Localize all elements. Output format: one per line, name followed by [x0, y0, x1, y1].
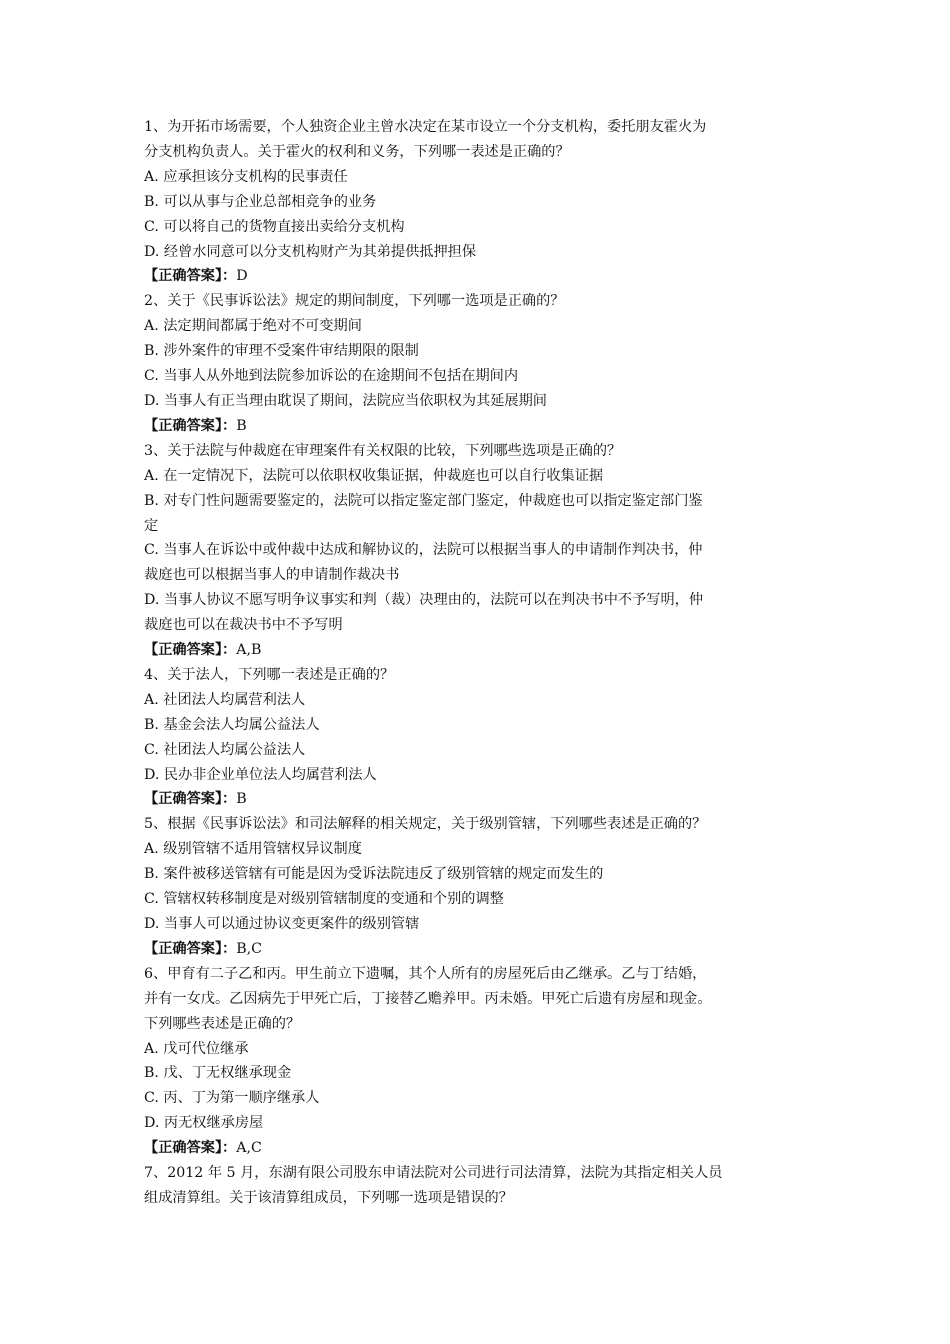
answer-label: 【正确答案】：	[144, 417, 237, 434]
answer-value: A,C	[236, 1140, 262, 1157]
question-5-option-c: C. 管辖权转移制度是对级别管辖制度的变通和个别的调整	[144, 891, 504, 908]
question-6-option-d: D. 丙无权继承房屋	[144, 1115, 264, 1132]
question-4-option-b: B. 基金会法人均属公益法人	[144, 716, 320, 733]
answer-label: 【正确答案】：	[144, 1140, 237, 1157]
question-1-stem-line: 1、为开拓市场需要，个人独资企业主曾水决定在某市设立一个分支机构，委托朋友霍火为	[144, 119, 707, 135]
question-3-option-d: D. 当事人协议不愿写明争议事实和判（裁）决理由的，法院可以在判决书中不予写明，仲	[144, 592, 704, 609]
question-4-stem-line: 4、关于法人，下列哪一表述是正确的？	[144, 666, 395, 683]
question-5-answer	[144, 937, 812, 962]
question-2-stem-line: 2、关于《民事诉讼法》规定的期间制度，下列哪一选项是正确的？	[144, 293, 565, 310]
answer-label: 【正确答案】：	[144, 268, 237, 285]
answer-value: B,C	[236, 940, 263, 957]
question-5-option-b: B. 案件被移送管辖有可能是因为受诉法院违反了级别管辖的规定而发生的	[144, 866, 604, 883]
question-3-option-a: A. 在一定情况下，法院可以依职权收集证据，仲裁庭也可以自行收集证据	[144, 467, 604, 484]
question-7-stem-line: 7、2012 年 5 月，东湖有限公司股东申请法院对公司进行司法清算，法院为其指定相关人员	[144, 1165, 723, 1182]
question-6-stem-line: 并有一女戊。乙因病先于甲死亡后，丁接替乙赡养甲。丙未婚。甲死亡后遗有房屋和现金。	[144, 990, 712, 1007]
question-1-answer	[144, 264, 812, 289]
question-6-option-a: A. 戊可代位继承	[144, 1040, 249, 1057]
question-4-option-c: C. 社团法人均属公益法人	[144, 741, 306, 758]
question-6-option-b: B. 戊、丁无权继承现金	[144, 1065, 292, 1082]
answer-value: A,B	[236, 642, 262, 659]
question-1-option-b: B. 可以从事与企业总部相竞争的业务	[144, 193, 377, 210]
question-3-stem-line: 3、关于法院与仲裁庭在审理案件有关权限的比较，下列哪些选项是正确的？	[144, 442, 622, 459]
question-3-option-c: C. 当事人在诉讼中或仲裁中达成和解协议的，法院可以根据当事人的申请制作判决书，仲	[144, 542, 703, 559]
question-5-stem-line: 5、根据《民事诉讼法》和司法解释的相关规定，关于级别管辖，下列哪些表述是正确的？	[144, 816, 707, 833]
question-1-option-d: D. 经曾水同意可以分支机构财产为其弟提供抵押担保	[144, 243, 477, 260]
question-4-option-a: A. 社团法人均属营利法人	[144, 691, 306, 708]
answer-value: B	[236, 791, 247, 808]
question-3-option-c: 裁庭也可以根据当事人的申请制作裁决书	[144, 567, 400, 584]
question-1-option-c: C. 可以将自己的货物直接出卖给分支机构	[144, 218, 405, 235]
question-1-option-a: A. 应承担该分支机构的民事责任	[144, 168, 348, 185]
question-3-option-d: 裁庭也可以在裁决书中不予写明	[144, 617, 343, 634]
question-6-answer	[144, 1136, 812, 1161]
answer-label: 【正确答案】：	[144, 642, 237, 659]
answer-value: B	[236, 417, 247, 434]
question-3-option-b: B. 对专门性问题需要鉴定的，法院可以指定鉴定部门鉴定，仲裁庭也可以指定鉴定部门鉴	[144, 492, 703, 509]
question-6-stem-line: 下列哪些表述是正确的？	[144, 1015, 301, 1032]
answer-label: 【正确答案】：	[144, 940, 237, 957]
answer-value: D	[236, 268, 248, 285]
question-5-option-a: A. 级别管辖不适用管辖权异议制度	[144, 841, 362, 858]
question-6-option-c: C. 丙、丁为第一顺序继承人	[144, 1090, 320, 1107]
question-3-answer	[144, 638, 812, 663]
question-2-option-b: B. 涉外案件的审理不受案件审结期限的限制	[144, 343, 419, 360]
question-2-answer	[144, 414, 812, 439]
question-3-option-b: 定	[144, 517, 159, 534]
question-7-stem-line: 组成清算组。关于该清算组成员，下列哪一选项是错误的？	[144, 1189, 513, 1206]
question-2-option-c: C. 当事人从外地到法院参加诉讼的在途期间不包括在期间内	[144, 368, 519, 385]
question-4-option-d: D. 民办非企业单位法人均属营利法人	[144, 766, 377, 783]
question-1-stem-line: 分支机构负责人。关于霍火的权利和义务，下列哪一表述是正确的？	[144, 143, 570, 160]
document-page	[144, 115, 812, 1211]
question-6-stem-line: 6、甲育有二子乙和丙。甲生前立下遗嘱，其个人所有的房屋死后由乙继承。乙与丁结婚，	[144, 965, 707, 982]
question-4-answer	[144, 787, 812, 812]
question-2-option-d: D. 当事人有正当理由耽误了期间，法院应当依职权为其延展期间	[144, 392, 547, 409]
question-2-option-a: A. 法定期间都属于绝对不可变期间	[144, 318, 362, 335]
answer-label: 【正确答案】：	[144, 791, 237, 808]
question-5-option-d: D. 当事人可以通过协议变更案件的级别管辖	[144, 916, 420, 932]
